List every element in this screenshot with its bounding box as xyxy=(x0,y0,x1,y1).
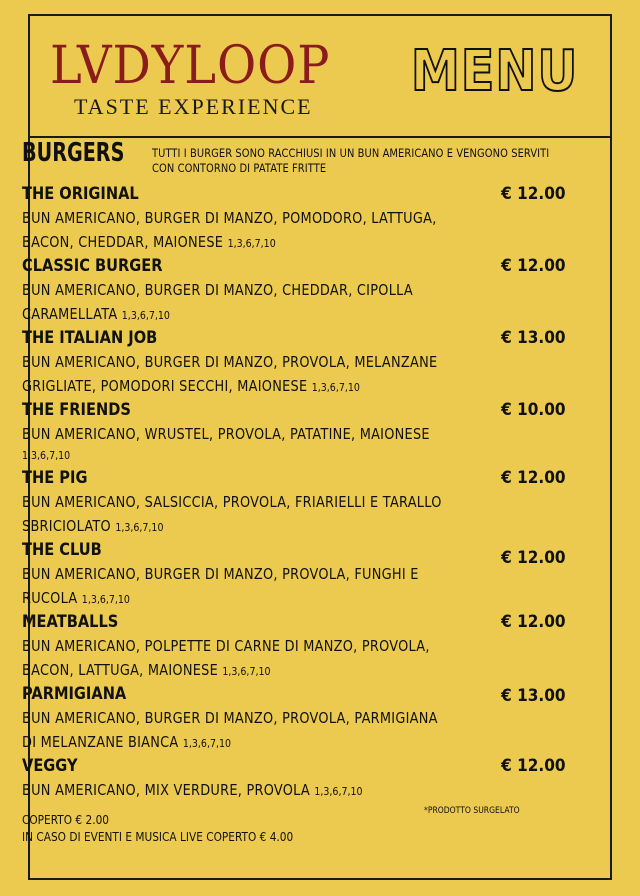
cover-charge: COPERTO € 2.00 xyxy=(22,813,110,827)
description-line xyxy=(22,730,452,756)
allergen-codes: 1,3,6,7,10 xyxy=(22,449,71,462)
footer-notes xyxy=(22,812,293,846)
menu-item xyxy=(22,398,566,464)
item-name: THE ORIGINAL xyxy=(22,184,139,204)
item-name: THE FRIENDS xyxy=(22,400,131,420)
description-line xyxy=(22,634,452,658)
description-line xyxy=(22,562,452,586)
allergen-codes: 1,3,6,7,10 xyxy=(227,237,276,250)
description-text: RUCOLA xyxy=(22,589,78,607)
item-description xyxy=(22,562,522,612)
description-line xyxy=(22,302,452,328)
description-text: BUN AMERICANO, SALSICCIA, PROVOLA, FRIARIELLI E TARALLO xyxy=(22,493,442,511)
description-line xyxy=(22,778,452,804)
menu-item xyxy=(22,682,566,756)
allergen-codes: 1,3,6,7,10 xyxy=(311,381,360,394)
description-line xyxy=(22,514,452,540)
allergen-codes: 1,3,6,7,10 xyxy=(182,737,232,750)
menu-title: MENU xyxy=(410,39,578,104)
item-price: € 12.00 xyxy=(501,468,566,488)
item-price: € 13.00 xyxy=(501,686,566,706)
description-text: BUN AMERICANO, POLPETTE DI CARNE DI MANZO, PROVOLA, xyxy=(22,637,430,655)
item-price: € 10.00 xyxy=(501,400,566,420)
item-price: € 13.00 xyxy=(501,328,566,348)
item-description xyxy=(22,778,522,804)
item-description xyxy=(22,278,522,328)
description-text: BACON, CHEDDAR, MAIONESE xyxy=(22,233,224,251)
description-text: BUN AMERICANO, BURGER DI MANZO, PROVOLA, PARMIGIANA xyxy=(22,709,438,727)
item-description xyxy=(22,490,522,540)
description-line xyxy=(22,206,452,230)
allergen-codes: 1,3,6,7,10 xyxy=(115,521,164,534)
description-text: GRIGLIATE, POMODORI SECCHI, MAIONESE xyxy=(22,377,308,395)
description-line xyxy=(22,278,452,302)
menu-header xyxy=(30,16,610,138)
item-name: CLASSIC BURGER xyxy=(22,256,163,276)
item-price: € 12.00 xyxy=(501,548,566,568)
section-note: TUTTI I BURGER SONO RACCHIUSI IN UN BUN AMERICANO E VENGONO SERVITI CON CONTORNO DI PATATE FRITTE xyxy=(152,146,550,175)
description-text: BACON, LATTUGA, MAIONESE xyxy=(22,661,223,679)
description-text: DI MELANZANE BIANCA xyxy=(22,733,179,751)
allergen-codes: 1,3,6,7,10 xyxy=(81,593,130,606)
item-description xyxy=(22,706,522,756)
item-description xyxy=(22,422,522,464)
description-text: BUN AMERICANO, BURGER DI MANZO, CHEDDAR, CIPOLLA xyxy=(22,281,413,299)
allergen-codes: 1,3,6,7,10 xyxy=(121,309,170,322)
description-line xyxy=(22,586,452,612)
description-line xyxy=(22,658,452,684)
menu-item xyxy=(22,754,566,804)
allergen-codes: 1,3,6,7,10 xyxy=(314,785,363,798)
description-line xyxy=(22,490,452,514)
allergen-codes: 1,3,6,7,10 xyxy=(222,665,271,678)
item-name: PARMIGIANA xyxy=(22,684,127,704)
item-description xyxy=(22,634,522,684)
description-text: BUN AMERICANO, BURGER DI MANZO, PROVOLA, MELANZANE xyxy=(22,353,438,371)
item-description xyxy=(22,206,522,256)
item-name: MEATBALLS xyxy=(22,612,119,632)
item-name: THE PIG xyxy=(22,468,88,488)
item-name: THE CLUB xyxy=(22,540,102,560)
item-price: € 12.00 xyxy=(501,184,566,204)
description-line xyxy=(22,446,452,464)
description-line xyxy=(22,374,452,400)
description-text: BUN AMERICANO, WRUSTEL, PROVOLA, PATATINE, MAIONESE xyxy=(22,425,430,443)
menu-item xyxy=(22,182,566,256)
menu-item xyxy=(22,538,566,612)
frozen-product-note: *PRODOTTO SURGELATO xyxy=(424,806,520,816)
description-text: BUN AMERICANO, BURGER DI MANZO, POMODORO, LATTUGA, xyxy=(22,209,437,227)
item-description xyxy=(22,350,522,400)
description-line xyxy=(22,422,452,446)
description-line xyxy=(22,706,452,730)
item-price: € 12.00 xyxy=(501,756,566,776)
item-price: € 12.00 xyxy=(501,256,566,276)
description-line xyxy=(22,230,452,256)
description-text: SBRICIOLATO xyxy=(22,517,111,535)
section-title: BURGERS xyxy=(22,138,125,168)
brand-logo: LVDYLOOP xyxy=(50,36,331,96)
item-name: VEGGY xyxy=(22,756,78,776)
menu-item xyxy=(22,466,566,540)
item-name: THE ITALIAN JOB xyxy=(22,328,158,348)
description-text: CARAMELLATA xyxy=(22,305,118,323)
menu-item xyxy=(22,254,566,328)
menu-item xyxy=(22,326,566,400)
description-text: BUN AMERICANO, BURGER DI MANZO, PROVOLA, FUNGHI E xyxy=(22,565,419,583)
description-text: BUN AMERICANO, MIX VERDURE, PROVOLA xyxy=(22,781,315,799)
live-cover-charge: IN CASO DI EVENTI E MUSICA LIVE COPERTO € 4.00 xyxy=(22,830,294,844)
brand-tagline: TASTE EXPERIENCE xyxy=(74,94,313,119)
menu-item xyxy=(22,610,566,684)
description-line xyxy=(22,350,452,374)
item-price: € 12.00 xyxy=(501,612,566,632)
